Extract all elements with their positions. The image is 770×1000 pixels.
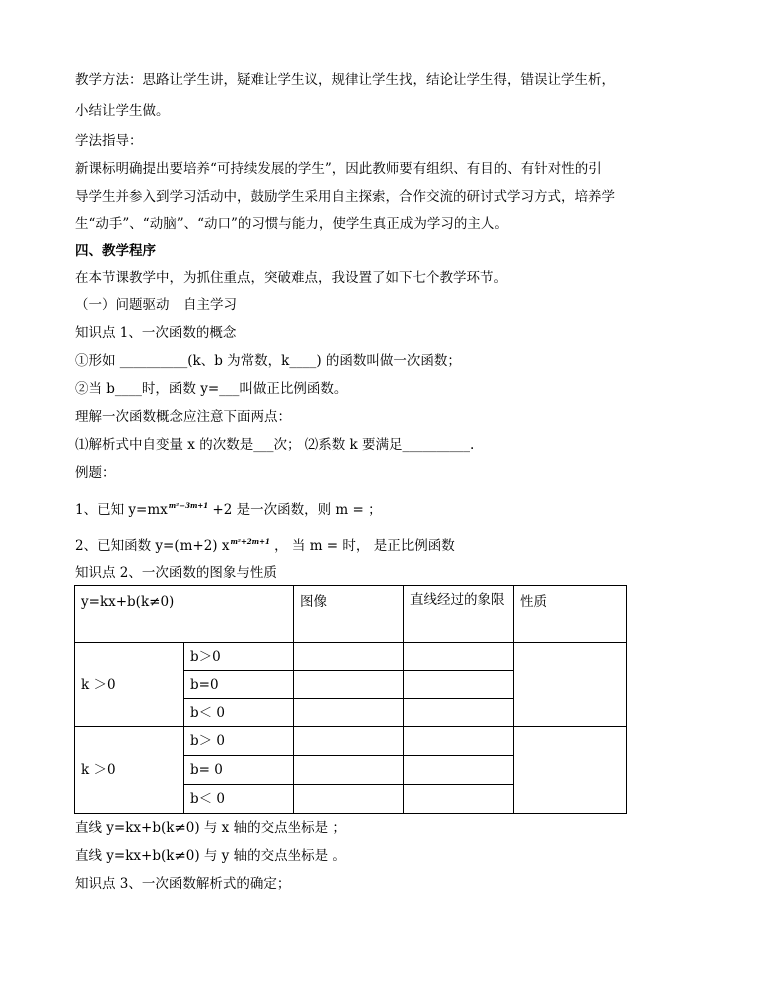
quadrant-cell[interactable] [404,756,514,785]
property-cell[interactable] [514,727,627,814]
section-heading: 四、教学程序 [75,243,156,259]
function-properties-table [74,585,627,814]
quadrant-cell[interactable] [404,785,514,814]
study-guide-line-2: 导学生并参入到学习活动中，鼓励学生采用自主探索，合作交流的研讨式学习方式，培养学 [75,189,615,205]
header-graph: 图像 [294,586,404,643]
k-condition-1: k ＞0 [75,643,184,727]
example-2-suffix: ， 当 m = 时， 是正比例函数 [269,538,455,554]
example-1-exponent: m²−3m+1 [168,501,209,510]
table-row [75,643,627,671]
example-1-suffix: +2 是一次函数，则 m = ； [208,502,382,518]
table-row [75,727,627,756]
example-label: 例题： [75,465,116,481]
quadrant-cell[interactable] [404,727,514,756]
graph-cell[interactable] [294,671,404,699]
two-points: ⑴解析式中自变量 x 的次数是___次； ⑵系数 k 要满足__________. [75,437,475,453]
quadrant-cell[interactable] [404,671,514,699]
example-2-prefix: 2、已知函数 y=(m+2) x [75,538,230,554]
knowledge-point-3: 知识点 3、一次函数解析式的确定； [75,876,291,892]
b-condition: b＜ 0 [184,785,294,814]
section-intro: 在本节课教学中，为抓住重点，突破难点，我设置了如下七个教学环节。 [75,270,507,286]
quadrant-cell[interactable] [404,643,514,671]
example-2-exponent: m²+2m+1 [230,537,270,546]
study-guide-title: 学法指导： [75,133,143,149]
graph-cell[interactable] [294,756,404,785]
b-condition: b＞ 0 [184,727,294,756]
y-intercept-line: 直线 y=kx+b(k≠0) 与 y 轴的交点坐标是 。 [75,848,346,864]
knowledge-point-2: 知识点 2、一次函数的图象与性质 [75,565,277,581]
question-2: ②当 b____时，函数 y=___叫做正比例函数。 [75,381,348,397]
example-2 [75,536,455,558]
example-1 [75,500,382,522]
b-condition: b=0 [184,671,294,699]
knowledge-point-1: 知识点 1、一次函数的概念 [75,325,237,341]
study-guide-line-3: 生“动手”、“动脑”、“动口”的习惯与能力，使学生真正成为学习的主人。 [75,216,508,232]
x-intercept-line: 直线 y=kx+b(k≠0) 与 x 轴的交点坐标是 ； [75,820,346,836]
teaching-method-line-2: 小结让学生做。 [75,103,170,119]
b-condition: b＜ 0 [184,699,294,727]
graph-cell[interactable] [294,643,404,671]
understanding-note: 理解一次函数概念应注意下面两点： [75,409,291,425]
b-condition: b＞0 [184,643,294,671]
header-quadrants: 直线经过的象限 [404,586,514,643]
study-guide-line-1: 新课标明确提出要培养“可持续发展的学生”，因此教师要有组织、有目的、有针对性的引 [75,161,602,177]
graph-cell[interactable] [294,727,404,756]
b-condition: b= 0 [184,756,294,785]
teaching-method-line-1: 教学方法：思路让学生讲，疑难让学生议，规律让学生找，结论让学生得，错误让学生析， [75,72,615,88]
k-condition-2: k ＞0 [75,727,184,814]
header-function: y=kx+b(k≠0) [75,586,294,643]
example-1-prefix: 1、已知 y=mx [75,502,168,518]
header-properties: 性质 [514,586,627,643]
graph-cell[interactable] [294,699,404,727]
quadrant-cell[interactable] [404,699,514,727]
question-1: ①形如 __________(k、b 为常数，k____) 的函数叫做一次函数； [75,353,461,369]
table-header-row [75,586,627,643]
part-one-title: （一）问题驱动 自主学习 [75,297,237,313]
property-cell[interactable] [514,643,627,727]
graph-cell[interactable] [294,785,404,814]
